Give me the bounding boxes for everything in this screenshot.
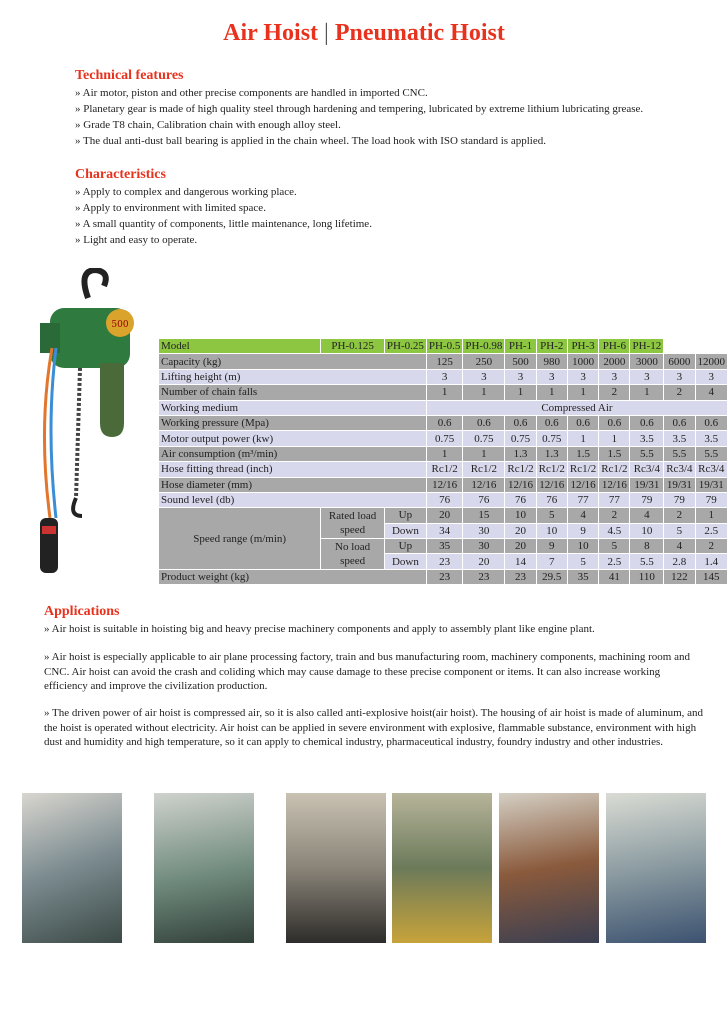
cell-value: 1.5 xyxy=(599,447,629,461)
model-header: PH-0.25 xyxy=(386,340,424,353)
cell-value: 5 xyxy=(568,554,598,568)
cell-value: 1 xyxy=(568,431,598,445)
cell-value: 1 xyxy=(696,508,728,522)
table-row xyxy=(159,370,727,384)
model-header: PH-0.125 xyxy=(321,339,384,353)
model-header: PH-3 xyxy=(568,339,598,353)
list-item: » The dual anti-dust ball bearing is applied in the chain wheel. The load hook with ISO standard is applied. xyxy=(75,135,546,147)
cell-value: 0.6 xyxy=(599,416,629,430)
cell-value: 12/16 xyxy=(568,478,598,492)
cell-value: 4 xyxy=(568,508,598,522)
cell-value: 14 xyxy=(505,554,535,568)
cell-value: 3 xyxy=(537,370,567,384)
cell-value: 12/16 xyxy=(427,478,462,492)
row-label: Model xyxy=(159,339,320,353)
cell-value: 110 xyxy=(630,570,663,584)
cell-value: 9 xyxy=(537,539,567,553)
application-photo xyxy=(392,793,492,943)
table-row xyxy=(159,478,727,492)
row-label: Sound level (db) xyxy=(159,493,426,507)
cell-value: 9 xyxy=(568,524,598,538)
cell-value: 19/31 xyxy=(664,478,694,492)
cell-value: 0.75 xyxy=(537,431,567,445)
cell-value: 79 xyxy=(630,493,663,507)
cell-value: 1.3 xyxy=(505,447,535,461)
cell-value: 1 xyxy=(463,447,504,461)
cell-value: 77 xyxy=(599,493,629,507)
cell-value: 1 xyxy=(505,385,535,399)
cell-value: 250 xyxy=(463,354,504,368)
list-item: » Apply to complex and dangerous working place. xyxy=(75,186,297,198)
table-row xyxy=(159,570,727,584)
cell-value: 10 xyxy=(537,524,567,538)
model-header: PH-2 xyxy=(537,339,567,353)
cell-value: 2 xyxy=(664,385,694,399)
cell-value: 0.6 xyxy=(463,416,504,430)
speed-range-label: Speed range (m/min) xyxy=(159,508,320,569)
cell-value: 1 xyxy=(568,385,598,399)
cell-value: 35 xyxy=(568,570,598,584)
table-row xyxy=(159,416,727,430)
application-paragraph: » Air hoist is especially applicable to air plane processing factory, train and bus manufacturing room, machinery components, machining room and CNC. Air hoist can avoid the crash and coliding which may cause damage to these precise component or items. It can also increase working efficiency and improve the civilization production. xyxy=(44,651,690,692)
cell-value: 19/31 xyxy=(630,478,663,492)
cell-value: 0.6 xyxy=(568,416,598,430)
cell-value: Compressed Air xyxy=(427,401,727,415)
table-row xyxy=(159,401,727,415)
title-main: Air Hoist xyxy=(223,20,319,46)
cell-value: 20 xyxy=(427,508,462,522)
cell-value: 5 xyxy=(599,539,629,553)
cell-value: 1.5 xyxy=(568,447,598,461)
table-row xyxy=(159,462,727,476)
cell-value: 19/31 xyxy=(696,478,728,492)
table-row xyxy=(159,385,727,399)
table-row xyxy=(159,354,727,368)
technical-heading: Technical features xyxy=(75,68,184,83)
cell-value: 2 xyxy=(696,539,728,553)
model-header: PH-1 xyxy=(505,339,535,353)
application-paragraph: » Air hoist is suitable in hoisting big and heavy precise machinery components and apply to assembly plant like engine plant. xyxy=(44,623,595,635)
cell-value: 8 xyxy=(630,539,663,553)
cell-value: 1 xyxy=(427,447,462,461)
cell-value: 5.5 xyxy=(630,554,663,568)
application-photo xyxy=(606,793,706,943)
cell-value: 29.5 xyxy=(537,570,567,584)
spec-table xyxy=(158,338,728,585)
row-label: Capacity (kg) xyxy=(159,354,426,368)
cell-value: 1 xyxy=(630,385,663,399)
cell-value: Rc1/2 xyxy=(569,463,597,476)
hoist-capacity-badge: 500 xyxy=(111,320,129,330)
row-label: Working medium xyxy=(159,401,426,415)
application-photo xyxy=(22,793,122,943)
table-row xyxy=(159,447,727,461)
cell-value: Rc3/4 xyxy=(696,462,728,476)
cell-value: 3 xyxy=(505,370,535,384)
cell-value: 20 xyxy=(505,539,535,553)
characteristics-heading: Characteristics xyxy=(75,167,166,182)
cell-value: 1000 xyxy=(568,354,598,368)
cell-value: 1 xyxy=(537,385,567,399)
cell-value: 3000 xyxy=(630,354,663,368)
cell-value: 5.5 xyxy=(696,447,728,461)
list-item: » Planetary gear is made of high quality steel through hardening and tempering, lubricated by extreme lithium lubricating grease. xyxy=(75,103,644,115)
cell-value: 125 xyxy=(427,354,462,368)
direction-label: Down xyxy=(385,524,426,538)
cell-value: 10 xyxy=(568,539,598,553)
cell-value: 0.6 xyxy=(664,416,694,430)
air-hoist-image xyxy=(30,268,150,588)
cell-value: 980 xyxy=(537,354,567,368)
cell-value: Rc1/2 xyxy=(538,463,565,476)
cell-value: Rc1/2 xyxy=(463,462,504,476)
cell-value: 79 xyxy=(696,493,728,507)
cell-value: 41 xyxy=(599,570,629,584)
model-header: PH-6 xyxy=(599,339,629,353)
table-row xyxy=(159,508,727,522)
cell-value: 2.5 xyxy=(599,554,629,568)
technical-list xyxy=(75,85,643,149)
cell-value: 3.5 xyxy=(664,431,694,445)
table-row xyxy=(159,431,727,445)
list-item: » Apply to environment with limited space. xyxy=(75,202,266,214)
cell-value: Rc1/2 xyxy=(427,462,462,476)
model-header: PH-0.5 xyxy=(428,340,461,353)
cell-value: 35 xyxy=(427,539,462,553)
cell-value: 12/16 xyxy=(599,478,629,492)
cell-value: 3.5 xyxy=(696,431,728,445)
cell-value: 122 xyxy=(664,570,694,584)
speed-group-label: Rated load speed xyxy=(321,508,384,538)
cell-value: 3 xyxy=(427,370,462,384)
cell-value: 5.5 xyxy=(630,447,663,461)
cell-value: 2.5 xyxy=(696,524,728,538)
cell-value: Rc1/2 xyxy=(507,463,534,476)
cell-value: 76 xyxy=(463,493,504,507)
cell-value: 12/16 xyxy=(537,478,567,492)
cell-value: 2.8 xyxy=(664,554,694,568)
cell-value: 76 xyxy=(427,493,462,507)
cell-value: 15 xyxy=(463,508,504,522)
row-label: Lifting height (m) xyxy=(159,370,426,384)
cell-value: 77 xyxy=(568,493,598,507)
applications-heading: Applications xyxy=(44,604,120,619)
title-sub: Pneumatic Hoist xyxy=(334,20,505,46)
application-photo xyxy=(499,793,599,943)
speed-group-label: No load speed xyxy=(321,539,384,569)
direction-label: Down xyxy=(385,554,426,568)
cell-value: 10 xyxy=(630,524,663,538)
cell-value: 12/16 xyxy=(463,478,504,492)
cell-value: Rc1/2 xyxy=(601,463,628,476)
cell-value: 76 xyxy=(537,493,567,507)
row-label: Hose diameter (mm) xyxy=(159,478,426,492)
cell-value: 4 xyxy=(664,539,694,553)
characteristics-list xyxy=(75,184,372,248)
cell-value: 1 xyxy=(427,385,462,399)
cell-value: 10 xyxy=(505,508,535,522)
cell-value: 0.6 xyxy=(537,416,567,430)
cell-value: 0.6 xyxy=(505,416,535,430)
cell-value: 5 xyxy=(664,524,694,538)
cell-value: 76 xyxy=(505,493,535,507)
cell-value: 2000 xyxy=(599,354,629,368)
cell-value: 1.4 xyxy=(696,554,728,568)
cell-value: 12/16 xyxy=(505,478,535,492)
list-item: » Grade T8 chain, Calibration chain with enough alloy steel. xyxy=(75,119,341,131)
model-header: PH-12 xyxy=(632,340,662,353)
cell-value: 3 xyxy=(463,370,504,384)
application-photo xyxy=(154,793,254,943)
cell-value: 12000 xyxy=(697,355,725,368)
cell-value: 20 xyxy=(505,524,535,538)
cell-value: 4 xyxy=(696,385,728,399)
row-label: Hose fitting thread (inch) xyxy=(159,462,426,476)
cell-value: 0.6 xyxy=(630,416,663,430)
row-label: Working pressure (Mpa) xyxy=(159,416,426,430)
cell-value: 34 xyxy=(427,524,462,538)
cell-value: 1 xyxy=(463,385,504,399)
cell-value: 6000 xyxy=(664,354,694,368)
cell-value: Rc3/4 xyxy=(666,463,693,476)
cell-value: 5.5 xyxy=(664,447,694,461)
table-row xyxy=(159,339,727,353)
cell-value: 4 xyxy=(630,508,663,522)
cell-value: 79 xyxy=(664,493,694,507)
title-separator: | xyxy=(324,20,329,46)
application-photo xyxy=(286,793,386,943)
cell-value: 23 xyxy=(505,570,535,584)
cell-value: 3 xyxy=(696,370,728,384)
list-item: » Air motor, piston and other precise components are handled in imported CNC. xyxy=(75,87,428,99)
cell-value: 20 xyxy=(463,554,504,568)
cell-value: 4.5 xyxy=(599,524,629,538)
cell-value: 3.5 xyxy=(630,431,663,445)
table-row xyxy=(159,493,727,507)
cell-value: 23 xyxy=(463,570,504,584)
cell-value: 7 xyxy=(537,554,567,568)
cell-value: 2 xyxy=(599,385,629,399)
cell-value: 2 xyxy=(599,508,629,522)
cell-value: 3 xyxy=(630,370,663,384)
cell-value: 0.75 xyxy=(463,431,504,445)
cell-value: 500 xyxy=(505,354,535,368)
application-paragraph: » The driven power of air hoist is compressed air, so it is also called anti-explosive hoist(air hoist). The housing of air hoist is made of aluminum, and the hoist is operated without electricity. Air hoist can be applied in severe environment with explosive, flammable substance, environment with high dust and humidity and high temperature, so it can apply to chemical industry, pharmaceutical industry, foundry industry and other industries. xyxy=(44,707,704,748)
model-header: PH-0.98 xyxy=(465,340,503,353)
cell-value: 0.6 xyxy=(427,416,462,430)
cell-value: 3 xyxy=(568,370,598,384)
cell-value: 30 xyxy=(463,539,504,553)
direction-label: Up xyxy=(385,539,426,553)
cell-value: 23 xyxy=(427,554,462,568)
row-label: Product weight (kg) xyxy=(159,570,426,584)
cell-value: 1 xyxy=(599,431,629,445)
cell-value: 0.75 xyxy=(427,431,462,445)
list-item: » A small quantity of components, little maintenance, long lifetime. xyxy=(75,218,372,230)
list-item: » Light and easy to operate. xyxy=(75,234,198,246)
row-label: Air consumption (m³/min) xyxy=(159,447,426,461)
row-label: Number of chain falls xyxy=(159,385,426,399)
cell-value: 3 xyxy=(599,370,629,384)
cell-value: 1.3 xyxy=(537,447,567,461)
cell-value: 0.6 xyxy=(696,416,728,430)
row-label: Motor output power (kw) xyxy=(159,431,426,445)
direction-label: Up xyxy=(385,508,426,522)
cell-value: 3 xyxy=(664,370,694,384)
cell-value: 145 xyxy=(696,570,728,584)
cell-value: 2 xyxy=(664,508,694,522)
cell-value: Rc3/4 xyxy=(630,462,663,476)
cell-value: 23 xyxy=(427,570,462,584)
cell-value: 0.75 xyxy=(505,431,535,445)
cell-value: 30 xyxy=(463,524,504,538)
page-title xyxy=(0,20,728,47)
cell-value: 5 xyxy=(537,508,567,522)
